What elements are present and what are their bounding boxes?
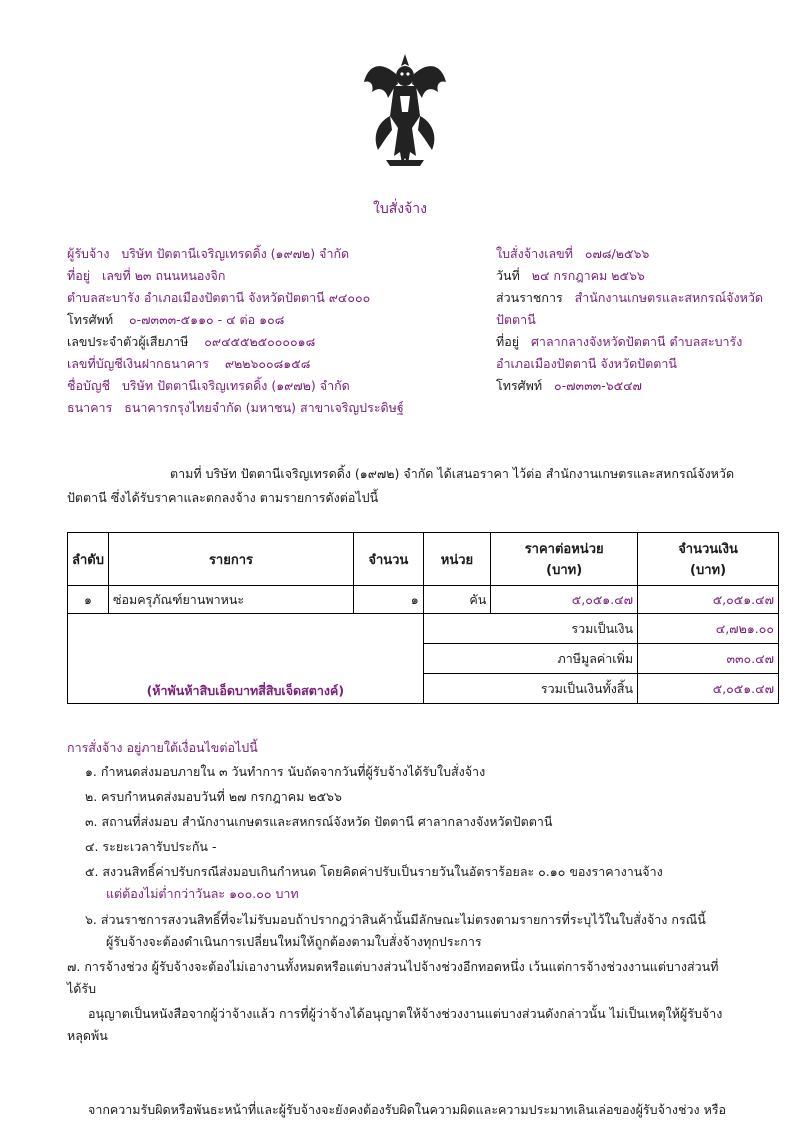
condition-item-cont: หลุดพ้น — [67, 1028, 108, 1043]
order-address-label: ที่อยู่ — [496, 334, 520, 349]
col-header-item: รายการ — [108, 533, 353, 586]
condition-item-cont: ผู้รับจ้างจะต้องดำเนินการเปลี่ยนใหม่ให้ถูกต้องตามใบสั่งจ้างทุกประการ — [106, 934, 482, 949]
contractor-account: ๙๒๒๖๐๐๘๑๕๘ — [224, 356, 311, 371]
contractor-phone: ๐-๗๓๓๓-๕๑๑๐ - ๔ ต่อ ๑๐๘ — [129, 312, 285, 327]
contractor-name-label: ผู้รับจ้าง — [67, 246, 110, 261]
contractor-bank-label: ธนาคาร — [67, 400, 113, 415]
vat-label: ภาษีมูลค่าเพิ่ม — [423, 644, 637, 674]
order-agency-line2: ปัตตานี — [496, 312, 536, 327]
condition-item-cont: อนุญาตเป็นหนังสือจากผู้ว่าจ้างแล้ว การที่ผู้ว่าจ้างได้อนุญาตให้จ้างช่วงงานแต่บางส่วนดังกล่าวนั้น ไม่เป็นเหตุให้ผู้รับจ้าง — [88, 1006, 723, 1021]
contractor-bank: ธนาคารกรุงไทยจำกัด (มหาชน) สาขาเจริญประดิษฐ์ — [124, 400, 404, 415]
row-qty: ๑ — [354, 586, 424, 614]
condition-item-cont: ได้รับ — [67, 981, 97, 996]
contractor-address-row — [67, 265, 404, 287]
order-agency-label: ส่วนราชการ — [496, 290, 563, 305]
vat-value: ๓๓๐.๔๗ — [638, 644, 779, 674]
total-label: รวมเป็นเงินทั้งสิ้น — [423, 674, 637, 704]
order-phone: ๐-๗๓๓๓-๖๕๔๗ — [554, 378, 642, 393]
col-header-unit: หน่วย — [423, 533, 491, 586]
row-unit-price: ๕,๐๕๑.๔๗ — [491, 586, 638, 614]
contractor-account-name-row — [67, 375, 404, 397]
col-header-qty: จำนวน — [354, 533, 424, 586]
order-date-label: วันที่ — [496, 268, 520, 283]
subtotal-value: ๔,๗๒๑.๐๐ — [638, 614, 779, 644]
order-number: ๐๗๘/๒๕๖๖ — [584, 246, 650, 261]
order-phone-label: โทรศัพท์ — [496, 378, 543, 393]
order-address-row — [496, 331, 763, 353]
table-header-row — [68, 533, 779, 586]
contractor-taxid-row — [67, 331, 404, 353]
amount-sub: (บาท) — [690, 563, 727, 578]
document-title: ใบสั่งจ้าง — [372, 201, 427, 217]
table-row — [68, 586, 779, 614]
contractor-address: เลขที่ ๒๓ ถนนหนองจิก — [102, 268, 226, 283]
row-no: ๑ — [68, 586, 109, 614]
subtotal-row — [68, 614, 779, 644]
contractor-account-label: เลขที่บัญชีเงินฝากธนาคาร — [67, 356, 209, 371]
contractor-address-label: ที่อยู่ — [67, 268, 91, 283]
contractor-account-row — [67, 353, 404, 375]
contractor-name-row — [67, 243, 404, 265]
order-address: ศาลากลางจังหวัดปัตตานี ตำบลสะบารัง — [531, 334, 743, 349]
order-date: ๒๔ กรกฎาคม ๒๕๖๖ — [531, 268, 645, 283]
condition-item: ๔. ระยะเวลารับประกัน - — [85, 839, 217, 854]
row-unit: คัน — [423, 586, 491, 614]
condition-item: ๒. ครบกำหนดส่งมอบวันที่ ๒๗ กรกฎาคม ๒๕๖๖ — [85, 789, 342, 804]
contractor-phone-row — [67, 309, 404, 331]
total-in-words: (ห้าพันห้าสิบเอ็ดบาทสี่สิบเจ็ดสตางค์) — [68, 614, 424, 704]
contractor-taxid: ๐๙๔๕๕๒๕๐๐๐๐๑๘ — [204, 334, 316, 349]
condition-item: ๑. กำหนดส่งมอบภายใน ๓ วันทำการ นับถัดจากวันที่ผู้รับจ้างได้รับใบสั่งจ้าง — [85, 764, 486, 779]
order-phone-row — [496, 375, 763, 397]
intro-line-2: ปัตตานี ซึ่งได้รับราคาและตกลงจ้าง ตามรายการดังต่อไปนี้ — [67, 490, 379, 505]
order-items-table — [67, 532, 779, 704]
col-header-no: ลำดับ — [68, 533, 109, 586]
condition-item: ๕. สงวนสิทธิ์ค่าปรับกรณีส่งมอบเกินกำหนด โดยคิดค่าปรับเป็นรายวันในอัตราร้อยละ ๐.๑๐ ของราคางานจ้าง — [85, 864, 663, 879]
subtotal-label: รวมเป็นเงิน — [423, 614, 637, 644]
contractor-bank-row — [67, 397, 404, 419]
contractor-phone-label: โทรศัพท์ — [67, 312, 114, 327]
unit-price-label: ราคาต่อหน่วย — [524, 542, 604, 557]
col-header-amount — [638, 533, 779, 586]
order-number-label: ใบสั่งจ้างเลขที่ — [496, 246, 573, 261]
condition-item: ๓. สถานที่ส่งมอบ สำนักงานเกษตรและสหกรณ์จังหวัด ปัตตานี ศาลากลางจังหวัดปัตตานี — [85, 814, 553, 829]
order-block — [496, 243, 763, 397]
contractor-taxid-label: เลขประจำตัวผู้เสียภาษี — [67, 334, 189, 349]
condition-item: ๖. ส่วนราชการสงวนสิทธิ์ที่จะไม่รับมอบถ้าปรากฎว่าสินค้านั้นมีลักษณะไม่ตรงตามรายการที่ระบุไว้ในใบสั่งจ้าง กรณีนี้ — [85, 912, 706, 927]
contractor-address-line2: ตำบลสะบารัง อำเภอเมืองปัตตานี จังหวัดปัตตานี ๙๔๐๐๐ — [67, 290, 371, 305]
amount-label: จำนวนเงิน — [678, 542, 738, 557]
total-value: ๕,๐๕๑.๔๗ — [638, 674, 779, 704]
row-item: ซ่อมครุภัณฑ์ยานพาหนะ — [108, 586, 353, 614]
conditions-heading: การสั่งจ้าง อยู่ภายใต้เงื่อนไขต่อไปนี้ — [67, 740, 258, 755]
garuda-emblem — [360, 52, 450, 172]
order-date-row — [496, 265, 763, 287]
order-agency-row — [496, 287, 763, 309]
condition-item-cont: แต่ต้องไม่ต่ำกว่าวันละ ๑๐๐.๐๐ บาท — [106, 886, 299, 901]
row-amount: ๕,๐๕๑.๔๗ — [638, 586, 779, 614]
unit-price-sub: (บาท) — [546, 563, 583, 578]
order-agency: สำนักงานเกษตรและสหกรณ์จังหวัด — [574, 290, 763, 305]
col-header-unit-price — [491, 533, 638, 586]
condition-item-cont: จากความรับผิดหรือพันธะหน้าที่และผู้รับจ้างจะยังคงต้องรับผิดในความผิดและความประมาทเลินเล่อของผู้รับจ้างช่วง หรือ — [88, 1102, 727, 1117]
condition-item: ๗. การจ้างช่วง ผู้รับจ้างจะต้องไม่เอางานทั้งหมดหรือแต่บางส่วนไปจ้างช่วงอีกทอดหนึ่ง เว้นแต่การจ้างช่วงงานแต่บางส่วนที่ — [67, 959, 719, 974]
order-address-line2: อำเภอเมืองปัตตานี จังหวัดปัตตานี — [496, 356, 677, 371]
contractor-account-name-label: ชื่อบัญชี — [67, 378, 111, 393]
contractor-block — [67, 243, 404, 419]
contractor-name: บริษัท ปัตตานีเจริญเทรดดิ้ง (๑๙๗๒) จำกัด — [121, 246, 350, 261]
order-number-row — [496, 243, 763, 265]
contractor-account-name: บริษัท ปัตตานีเจริญเทรดดิ้ง (๑๙๗๒) จำกัด — [121, 378, 350, 393]
intro-line-1: ตามที่ บริษัท ปัตตานีเจริญเทรดดิ้ง (๑๙๗๒) จำกัด ได้เสนอราคา ไว้ต่อ สำนักงานเกษตรและสหกรณ์จังหวัด — [170, 466, 735, 481]
